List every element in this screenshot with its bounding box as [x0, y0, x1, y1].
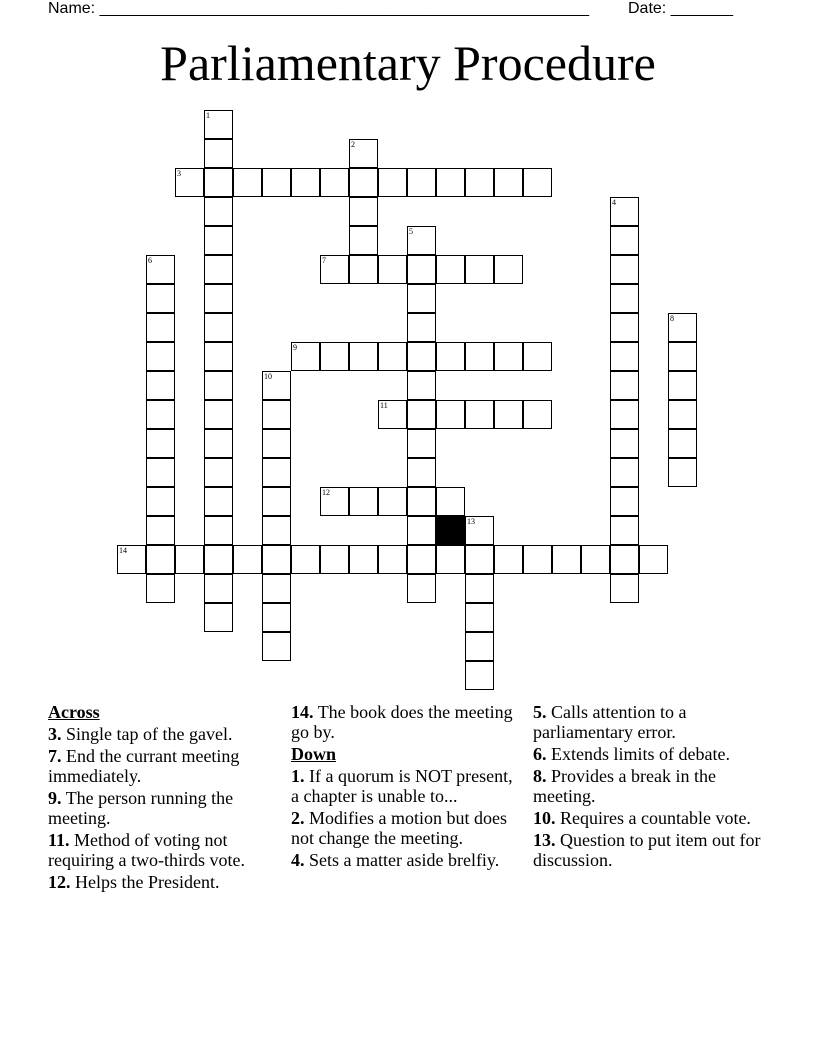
across-heading: Across — [48, 702, 100, 722]
grid-cell[interactable] — [349, 342, 378, 371]
grid-cell[interactable] — [407, 487, 436, 516]
across-clue — [48, 746, 273, 786]
clue-number: 14. — [291, 702, 314, 722]
grid-cell[interactable] — [523, 545, 552, 574]
date-field: Date: _______ — [628, 0, 733, 17]
grid-cell[interactable] — [146, 429, 175, 458]
grid-cell[interactable] — [610, 371, 639, 400]
grid-cell[interactable] — [610, 458, 639, 487]
grid-cell[interactable] — [175, 168, 204, 197]
grid-cell[interactable] — [610, 342, 639, 371]
grid-cell[interactable] — [204, 458, 233, 487]
down-clue — [533, 766, 763, 806]
cell-number: 9 — [293, 343, 297, 352]
down-clue — [291, 808, 516, 848]
grid-cell[interactable] — [233, 168, 262, 197]
grid-cell[interactable] — [349, 545, 378, 574]
cell-number: 6 — [148, 256, 152, 265]
grid-cell[interactable] — [233, 545, 262, 574]
grid-cell[interactable] — [146, 371, 175, 400]
grid-cell[interactable] — [523, 168, 552, 197]
grid-cell[interactable] — [378, 545, 407, 574]
grid-cell[interactable] — [494, 400, 523, 429]
grid-cell[interactable] — [204, 400, 233, 429]
grid-cell[interactable] — [204, 110, 233, 139]
grid-cell[interactable] — [204, 139, 233, 168]
grid-cell[interactable] — [117, 545, 146, 574]
clue-number: 3. — [48, 724, 62, 744]
grid-cell[interactable] — [465, 632, 494, 661]
grid-cell[interactable] — [552, 545, 581, 574]
grid-cell[interactable] — [465, 603, 494, 632]
grid-cell[interactable] — [349, 255, 378, 284]
grid-cell[interactable] — [610, 284, 639, 313]
clue-number: 9. — [48, 788, 62, 808]
grid-cell[interactable] — [610, 516, 639, 545]
down-clue — [533, 744, 763, 764]
clue-text: Single tap of the gavel. — [66, 724, 233, 744]
grid-cell[interactable] — [668, 342, 697, 371]
clue-number: 11. — [48, 830, 70, 850]
grid-cell[interactable] — [610, 574, 639, 603]
down-heading: Down — [291, 744, 337, 764]
down-clue — [291, 766, 516, 806]
grid-cell[interactable] — [320, 255, 349, 284]
grid-cell[interactable] — [610, 487, 639, 516]
clue-text: Method of voting not requiring a two-thirds vote. — [48, 830, 245, 870]
clue-number: 2. — [291, 808, 305, 828]
grid-cell[interactable] — [581, 545, 610, 574]
grid-cell[interactable] — [204, 226, 233, 255]
grid-cell[interactable] — [146, 400, 175, 429]
clue-text: End the currant meeting immediately. — [48, 746, 240, 786]
grid-cell[interactable] — [436, 342, 465, 371]
grid-cell[interactable] — [262, 516, 291, 545]
grid-cell[interactable] — [465, 661, 494, 690]
cell-number: 5 — [409, 227, 413, 236]
grid-cell[interactable] — [610, 400, 639, 429]
clue-number: 5. — [533, 702, 547, 722]
grid-cell[interactable] — [262, 429, 291, 458]
across-clue — [48, 788, 273, 828]
grid-cell[interactable] — [146, 574, 175, 603]
down-clue — [291, 850, 516, 870]
grid-cell[interactable] — [465, 545, 494, 574]
grid-cell[interactable] — [262, 487, 291, 516]
clue-text: The person running the meeting. — [48, 788, 234, 828]
grid-cell[interactable] — [262, 168, 291, 197]
grid-cell[interactable] — [146, 487, 175, 516]
grid-cell[interactable] — [320, 545, 349, 574]
grid-cell[interactable] — [262, 400, 291, 429]
name-field: Name: _______________________________________________________ — [48, 0, 589, 17]
grid-cell[interactable] — [204, 516, 233, 545]
clue-number: 1. — [291, 766, 305, 786]
grid-cell[interactable] — [262, 371, 291, 400]
clue-text: Helps the President. — [75, 872, 220, 892]
grid-cell[interactable] — [494, 545, 523, 574]
down-clue — [533, 830, 763, 870]
grid-cell[interactable] — [320, 168, 349, 197]
cell-number: 13 — [467, 517, 475, 526]
grid-cell[interactable] — [523, 400, 552, 429]
grid-cell[interactable] — [407, 226, 436, 255]
clues-column-3 — [533, 702, 763, 872]
grid-cell[interactable] — [204, 574, 233, 603]
grid-cell[interactable] — [204, 429, 233, 458]
cell-number: 14 — [119, 546, 127, 555]
cell-number: 2 — [351, 140, 355, 149]
grid-cell[interactable] — [436, 255, 465, 284]
grid-cell[interactable] — [146, 313, 175, 342]
grid-cell[interactable] — [610, 255, 639, 284]
grid-cell[interactable] — [407, 545, 436, 574]
grid-cell[interactable] — [320, 342, 349, 371]
grid-cell[interactable] — [465, 516, 494, 545]
cell-number: 1 — [206, 111, 210, 120]
clue-text: Extends limits of debate. — [551, 744, 730, 764]
grid-cell[interactable] — [349, 139, 378, 168]
grid-cell[interactable] — [204, 371, 233, 400]
grid-cell[interactable] — [407, 516, 436, 545]
grid-cell[interactable] — [320, 487, 349, 516]
grid-cell[interactable] — [204, 255, 233, 284]
grid-cell[interactable] — [407, 429, 436, 458]
clue-number: 13. — [533, 830, 556, 850]
grid-cell[interactable] — [668, 429, 697, 458]
grid-cell[interactable] — [436, 400, 465, 429]
grid-cell[interactable] — [204, 313, 233, 342]
grid-cell[interactable] — [407, 371, 436, 400]
grid-cell[interactable] — [668, 400, 697, 429]
clue-number: 8. — [533, 766, 547, 786]
grid-cell[interactable] — [204, 545, 233, 574]
clue-text: If a quorum is NOT present, a chapter is unable to... — [291, 766, 513, 806]
grid-cell[interactable] — [494, 342, 523, 371]
grid-cell[interactable] — [378, 342, 407, 371]
grid-cell[interactable] — [407, 574, 436, 603]
clue-number: 10. — [533, 808, 556, 828]
grid-cell[interactable] — [436, 487, 465, 516]
grid-cell[interactable] — [494, 168, 523, 197]
grid-cell[interactable] — [523, 342, 552, 371]
clue-text: Requires a countable vote. — [560, 808, 751, 828]
grid-cell[interactable] — [262, 574, 291, 603]
grid-cell[interactable] — [407, 284, 436, 313]
grid-cell[interactable] — [465, 574, 494, 603]
grid-cell[interactable] — [291, 342, 320, 371]
cell-number: 12 — [322, 488, 330, 497]
grid-cell[interactable] — [146, 342, 175, 371]
grid-cell[interactable] — [204, 342, 233, 371]
grid-cell[interactable] — [146, 255, 175, 284]
down-clue — [533, 702, 763, 742]
cell-number: 8 — [670, 314, 674, 323]
clue-text: Question to put item out for discussion. — [533, 830, 761, 870]
grid-cell[interactable] — [291, 168, 320, 197]
grid-cell[interactable] — [204, 284, 233, 313]
cell-number: 11 — [380, 401, 388, 410]
grid-cell[interactable] — [610, 545, 639, 574]
clues-column-1 — [48, 702, 273, 894]
clue-number: 12. — [48, 872, 71, 892]
grid-cell[interactable] — [407, 255, 436, 284]
clue-number: 7. — [48, 746, 62, 766]
across-clue — [48, 830, 273, 870]
clue-number: 4. — [291, 850, 305, 870]
grid-cell[interactable] — [349, 487, 378, 516]
clue-text: Calls attention to a parliamentary error. — [533, 702, 687, 742]
grid-cell[interactable] — [610, 226, 639, 255]
grid-cell[interactable] — [262, 545, 291, 574]
grid-cell[interactable] — [639, 545, 668, 574]
clue-text: Provides a break in the meeting. — [533, 766, 716, 806]
down-clue — [533, 808, 763, 828]
grid-cell[interactable] — [465, 342, 494, 371]
grid-cell[interactable] — [146, 458, 175, 487]
grid-cell[interactable] — [204, 168, 233, 197]
grid-cell[interactable] — [204, 603, 233, 632]
grid-cell[interactable] — [175, 545, 204, 574]
grid-cell[interactable] — [407, 400, 436, 429]
grid-cell[interactable] — [494, 255, 523, 284]
cell-number: 7 — [322, 256, 326, 265]
grid-cell[interactable] — [204, 197, 233, 226]
grid-cell[interactable] — [465, 168, 494, 197]
grid-cell[interactable] — [378, 400, 407, 429]
grid-cell[interactable] — [349, 197, 378, 226]
across-clue — [48, 724, 273, 744]
grid-cell[interactable] — [262, 603, 291, 632]
grid-cell[interactable] — [378, 168, 407, 197]
grid-cell[interactable] — [465, 255, 494, 284]
grid-cell[interactable] — [146, 284, 175, 313]
grid-black-cell — [436, 516, 465, 545]
clue-number: 6. — [533, 744, 547, 764]
grid-cell[interactable] — [436, 168, 465, 197]
cell-number: 3 — [177, 169, 181, 178]
grid-cell[interactable] — [668, 371, 697, 400]
grid-cell[interactable] — [291, 545, 320, 574]
grid-cell[interactable] — [262, 458, 291, 487]
grid-cell[interactable] — [262, 632, 291, 661]
grid-cell[interactable] — [436, 545, 465, 574]
cell-number: 4 — [612, 198, 616, 207]
grid-cell[interactable] — [349, 168, 378, 197]
grid-cell[interactable] — [378, 487, 407, 516]
clue-text: Sets a matter aside brelfiy. — [309, 850, 500, 870]
clues-column-2 — [291, 702, 516, 872]
across-clue — [48, 872, 273, 892]
grid-cell[interactable] — [668, 458, 697, 487]
grid-cell[interactable] — [610, 429, 639, 458]
grid-cell[interactable] — [407, 168, 436, 197]
grid-cell[interactable] — [407, 313, 436, 342]
page-title: Parliamentary Procedure — [160, 35, 656, 91]
grid-cell[interactable] — [349, 226, 378, 255]
grid-cell[interactable] — [465, 400, 494, 429]
clue-text: The book does the meeting go by. — [291, 702, 513, 742]
grid-cell[interactable] — [378, 255, 407, 284]
across-clue — [291, 702, 516, 742]
grid-cell[interactable] — [146, 516, 175, 545]
grid-cell[interactable] — [407, 342, 436, 371]
grid-cell[interactable] — [407, 458, 436, 487]
grid-cell[interactable] — [668, 313, 697, 342]
grid-cell[interactable] — [204, 487, 233, 516]
cell-number: 10 — [264, 372, 272, 381]
grid-cell[interactable] — [610, 313, 639, 342]
grid-cell[interactable] — [610, 197, 639, 226]
grid-cell[interactable] — [146, 545, 175, 574]
clue-text: Modifies a motion but does not change the meeting. — [291, 808, 507, 848]
